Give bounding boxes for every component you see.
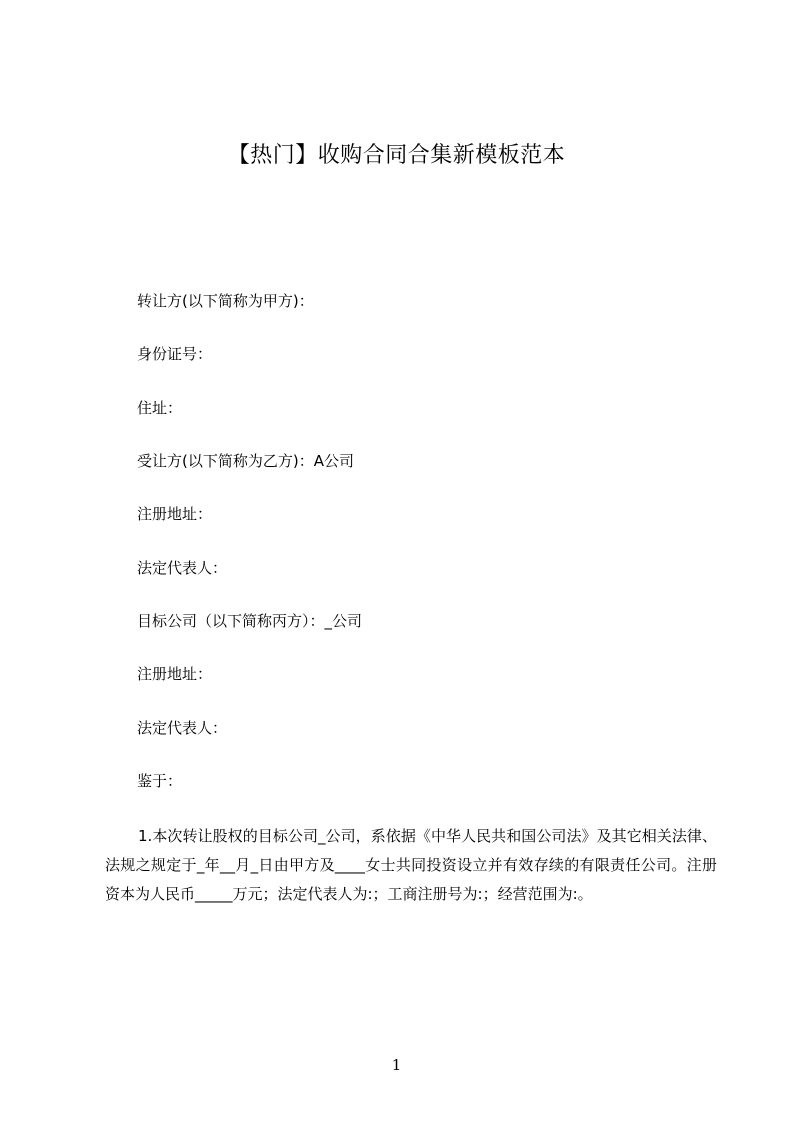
field-legal-representative-c: 法定代表人：	[137, 719, 228, 737]
field-whereas: 鉴于：	[137, 772, 183, 790]
document-title: 【热门】收购合同合集新模板范本	[227, 143, 566, 168]
field-target-company: 目标公司（以下简称丙方）：_公司	[137, 612, 363, 630]
field-address: 住址：	[137, 399, 183, 417]
field-id-number: 身份证号：	[137, 345, 213, 363]
field-registered-address-b: 注册地址：	[137, 505, 213, 523]
field-registered-address-c: 注册地址：	[137, 665, 213, 683]
page-number: 1	[391, 1056, 402, 1074]
field-legal-representative-b: 法定代表人：	[137, 559, 228, 577]
field-transferor: 转让方(以下简称为甲方)：	[137, 292, 314, 310]
clause-paragraph-1: 1.本次转让股权的目标公司_公司，系依据《中华人民共和国公司法》及其它相关法律、法规之规定于_年__月_日由甲方及____女士共同投资设立并有效存续的有限责任公司。注册资本为人民币_____万元；法定代表人为:；工商注册号为:；经营范围为:。	[105, 827, 717, 903]
field-transferee: 受让方(以下简称为乙方)：A公司	[137, 452, 354, 470]
